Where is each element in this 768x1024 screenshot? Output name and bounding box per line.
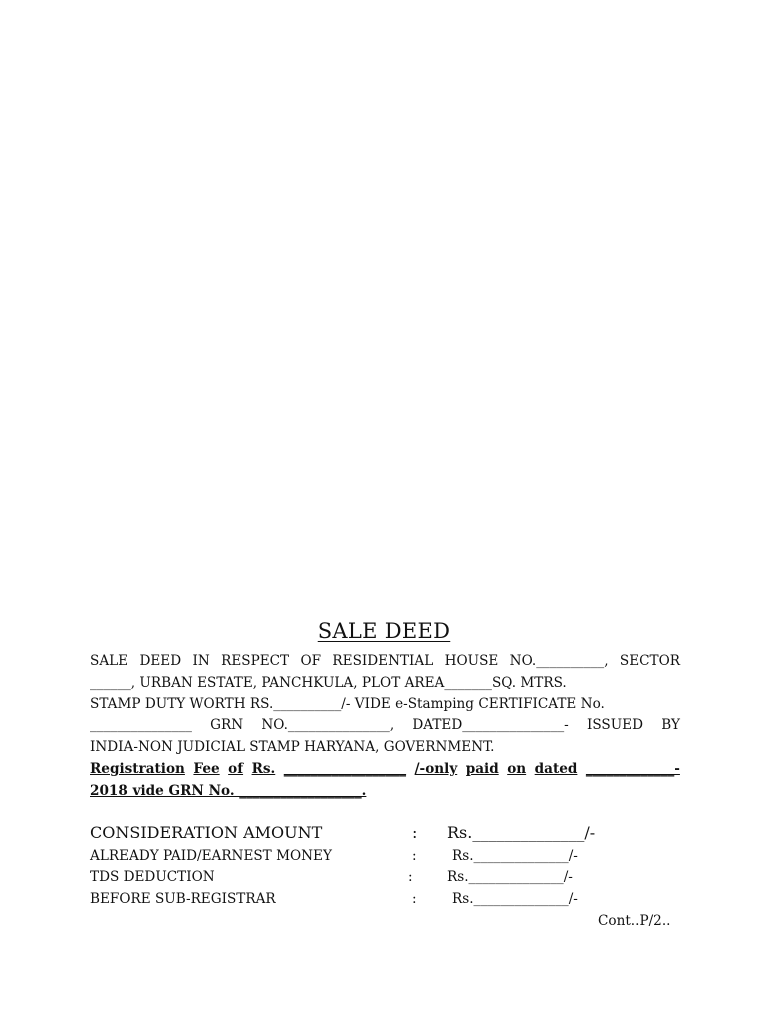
- registration-word: Registration: [90, 761, 185, 777]
- amount-value: Rs.______________/-: [447, 823, 596, 842]
- registration-line-1: [90, 760, 680, 778]
- amount-colon: :: [412, 823, 418, 842]
- intro-word: GRN: [210, 717, 244, 733]
- registration-word: Fee: [193, 761, 220, 777]
- amount-label: CONSIDERATION AMOUNT: [90, 823, 323, 842]
- amount-colon: :: [412, 848, 417, 864]
- intro-word: DEED: [139, 653, 182, 669]
- amount-value: Rs.______________/-: [452, 891, 578, 907]
- registration-word: of: [228, 761, 244, 777]
- intro-word: RESIDENTIAL: [332, 653, 434, 669]
- intro-word: _______________: [90, 717, 192, 733]
- intro-word: RESPECT: [221, 653, 290, 669]
- registration-word: /-only: [414, 761, 458, 777]
- intro-line-2: [90, 674, 680, 692]
- intro-word: BY: [661, 717, 680, 733]
- amount-colon: :: [408, 869, 413, 885]
- registration-word: Rs.: [251, 761, 276, 777]
- registration-line-2: 2018 vide GRN No. __________________.: [90, 783, 367, 799]
- registration-word: dated: [534, 761, 578, 777]
- amount-label: TDS DEDUCTION: [90, 869, 215, 885]
- intro-line-3: [90, 695, 680, 713]
- intro-word: OF: [300, 653, 322, 669]
- intro-word: SECTOR: [619, 653, 680, 669]
- continuation-note: Cont..P/2..: [598, 913, 671, 929]
- registration-word: paid: [465, 761, 499, 777]
- registration-word: __________________: [283, 761, 407, 777]
- intro-text: STAMP DUTY WORTH RS.__________/- VIDE e-Stamping CERTIFICATE No.: [90, 696, 605, 712]
- intro-word: NO._______________,: [261, 717, 395, 733]
- amount-value: Rs.______________/-: [447, 869, 573, 885]
- intro-word: IN: [192, 653, 210, 669]
- amount-label: ALREADY PAID/EARNEST MONEY: [90, 848, 332, 864]
- intro-line-4: [90, 716, 680, 734]
- intro-text: INDIA-NON JUDICIAL STAMP HARYANA, GOVERNMENT.: [90, 739, 495, 755]
- amount-value: Rs.______________/-: [452, 848, 578, 864]
- intro-text: ______, URBAN ESTATE, PANCHKULA, PLOT AREA_______SQ. MTRS.: [90, 675, 567, 691]
- registration-word: on: [507, 761, 527, 777]
- intro-line-5: [90, 738, 680, 756]
- intro-word: SALE: [90, 653, 129, 669]
- document-title: SALE DEED: [317, 619, 451, 643]
- amount-label: BEFORE SUB-REGISTRAR: [90, 891, 276, 907]
- intro-word: ISSUED: [586, 717, 644, 733]
- intro-word: HOUSE: [444, 653, 499, 669]
- registration-word: _____________-: [585, 761, 680, 777]
- amount-colon: :: [412, 891, 417, 907]
- intro-line-1: [90, 652, 680, 670]
- intro-word: NO.__________,: [509, 653, 609, 669]
- intro-word: DATED_______________-: [412, 717, 569, 733]
